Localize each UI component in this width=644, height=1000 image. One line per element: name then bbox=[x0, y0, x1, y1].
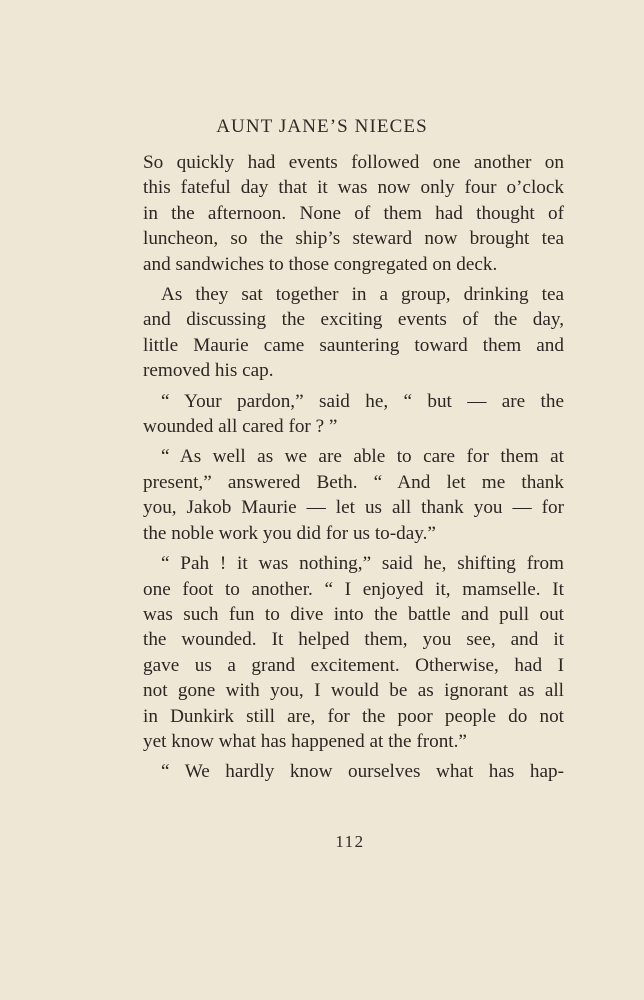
text-line: the noble work you did for us to-day.” bbox=[143, 522, 436, 544]
text-line: was such fun to dive into the battle and pull out bbox=[143, 603, 564, 625]
paragraph-2 bbox=[143, 282, 564, 384]
text-line: you, Jakob Maurie — let us all thank you — for bbox=[143, 497, 564, 519]
text-line: “ Pah ! it was nothing,” said he, shifting from bbox=[161, 553, 564, 575]
text-line: and sandwiches to those congregated on deck. bbox=[143, 253, 498, 275]
text-line: and discussing the exciting events of the day, bbox=[143, 309, 564, 331]
text-line: wounded all cared for ? ” bbox=[143, 416, 338, 438]
text-line: removed his cap. bbox=[143, 360, 274, 382]
text-line: not gone with you, I would be as ignorant as all bbox=[143, 680, 564, 702]
paragraph-1 bbox=[143, 150, 564, 277]
text-line: gave us a grand excitement. Otherwise, had I bbox=[143, 654, 564, 676]
paragraph-3 bbox=[143, 389, 564, 440]
text-line: one foot to another. “ I enjoyed it, mamselle. It bbox=[143, 578, 564, 600]
text-line: “ We hardly know ourselves what has hap- bbox=[161, 761, 564, 783]
text-line: As they sat together in a group, drinking tea bbox=[161, 284, 564, 306]
text-line: So quickly had events followed one another on bbox=[143, 152, 564, 173]
body-text bbox=[143, 150, 564, 790]
text-line: luncheon, so the ship’s steward now brought tea bbox=[143, 228, 564, 250]
text-line: this fateful day that it was now only four o’clock bbox=[143, 177, 564, 199]
page-number: 112 bbox=[335, 832, 365, 851]
text-line: the wounded. It helped them, you see, and it bbox=[143, 629, 564, 651]
text-line: yet know what has happened at the front.” bbox=[143, 730, 467, 752]
paragraph-6 bbox=[143, 759, 564, 784]
text-line: “ As well as we are able to care for them at bbox=[161, 446, 564, 468]
text-line: in the afternoon. None of them had thought of bbox=[143, 202, 564, 224]
text-line: little Maurie came sauntering toward them and bbox=[143, 334, 564, 356]
text-line: “ Your pardon,” said he, “ but — are the bbox=[161, 390, 564, 412]
paragraph-4 bbox=[143, 444, 564, 546]
paragraph-5 bbox=[143, 551, 564, 754]
text-line: present,” answered Beth. “ And let me thank bbox=[143, 471, 564, 493]
text-line: in Dunkirk still are, for the poor people do not bbox=[143, 705, 564, 727]
running-head: AUNT JANE’S NIECES bbox=[216, 116, 428, 137]
